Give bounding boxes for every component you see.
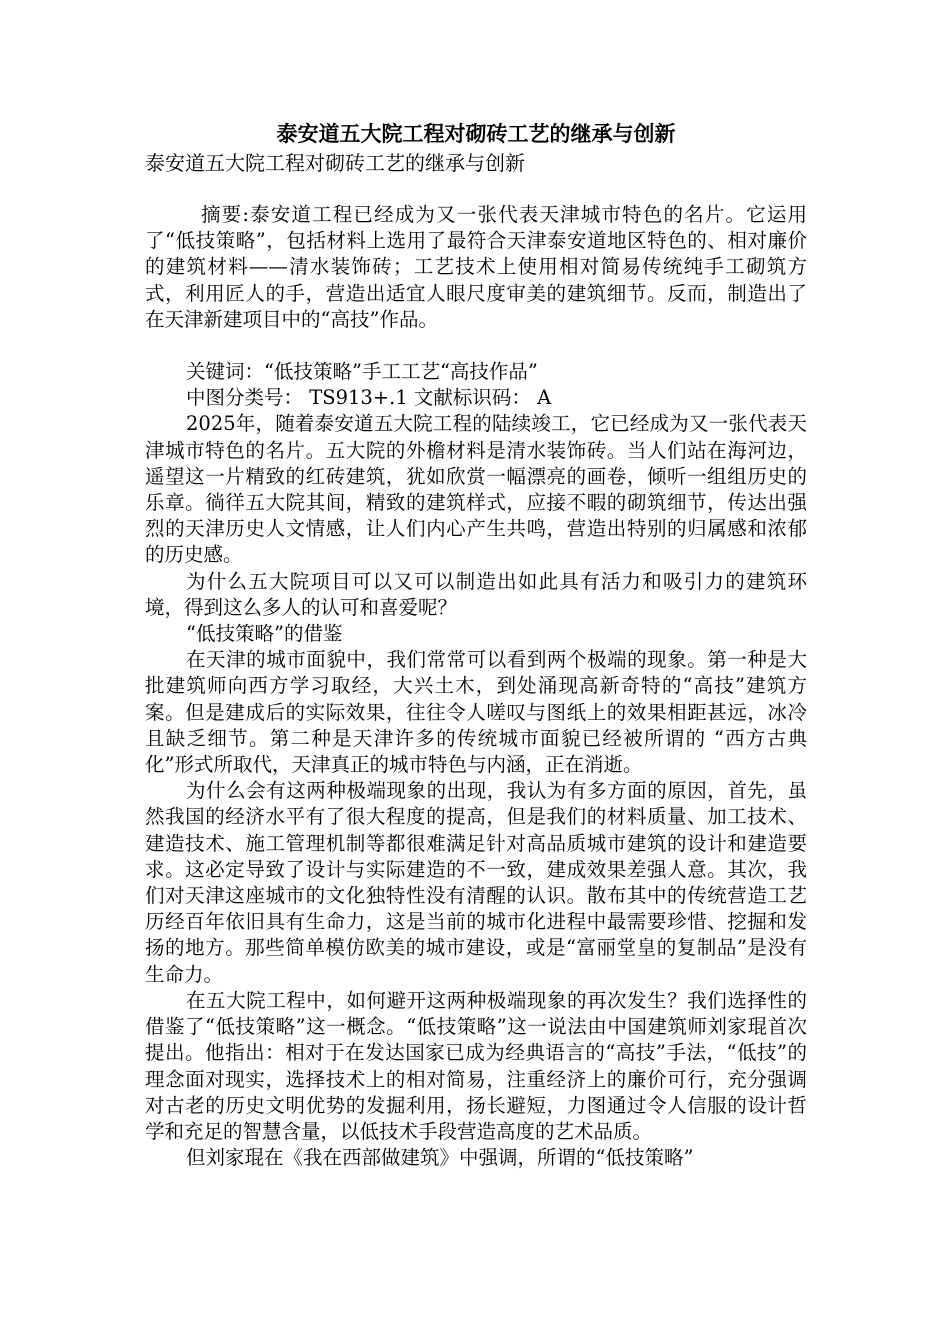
document-subtitle: 泰安道五大院工程对砌砖工艺的继承与创新 (145, 151, 525, 175)
body-paragraph: 但刘家琨在《我在西部做建筑》中强调，所谓的“低技策略” (186, 1146, 694, 1170)
blank-line (145, 176, 807, 202)
classification-line: 中图分类号： TS913+.1 文献标识码： A (186, 386, 552, 410)
abstract-paragraph: 摘要:泰安道工程已经成为又一张代表天津城市特色的名片。它运用了“低技策略”，包括材料上选用了最符合天津泰安道地区特色的、相对廉价的建筑材料——清水装饰砖；工艺技术上使用相对简易传统纯手工砌筑方式，利用匠人的手，营造出适宜人眼尺度审美的建筑细节。反而，制造出了在天津新建项目中的“高技”作品。 (145, 203, 807, 331)
body-paragraph: 在五大院工程中，如何避开这两种极端现象的再次发生？我们选择性的借鉴了“低技策略”这一概念。“低技策略”这一说法由中国建筑师刘家琨首次提出。他指出：相对于在发达国家已成为经典语言的“高技”手法，“低技”的理念面对现实，选择技术上的相对简易，注重经济上的廉价可行，充分强调对古老的历史文明优势的发掘利用，扬长避短，力图通过令人信服的设计哲学和充足的智慧含量，以低技术手段营造高度的艺术品质。 (145, 988, 807, 1143)
body-paragraph: 2025年，随着泰安道五大院工程的陆续竣工，它已经成为又一张代表天津城市特色的名片。五大院的外檐材料是清水装饰砖。当人们站在海河边，遥望这一片精致的红砖建筑，犹如欣赏一幅漂亮的画卷，倾听一组组历史的乐章。徜徉五大院其间，精致的建筑样式，应接不暇的砌筑细节，传达出强烈的天津历史人文情感，让人们内心产生共鸣，营造出特别的归属感和浓郁的历史感。 (145, 412, 807, 567)
blank-line (145, 333, 807, 359)
body-paragraph: 在天津的城市面貌中，我们常常可以看到两个极端的现象。第一种是大批建筑师向西方学习取经，大兴土木，到处涌现高新奇特的“高技”建筑方案。但是建成后的实际效果，往往令人嗟叹与图纸上的效果相距甚远，冰冷且缺乏细节。第二种是天津许多的传统城市面貌已经被所谓的 “西方古典化”形式所取代，天津真正的城市特色与内涵，正在消逝。 (145, 648, 807, 777)
body-paragraph: 为什么会有这两种极端现象的出现，我认为有多方面的原因，首先，虽然我国的经济水平有了很大程度的提高，但是我们的材料质量、加工技术、建造技术、施工管理机制等都很难满足针对高品质城市建筑的设计和建造要求。这必定导致了设计与实际建造的不一致，建成效果差强人意。其次，我们对天津这座城市的文化独特性没有清醒的认识。散布其中的传统营造工艺历经百年依旧具有生命力，这是当前的城市化进程中最需要珍惜、挖掘和发扬的地方。那些简单模仿欧美的城市建设，或是“富丽堂皇的复制品”是没有生命力。 (145, 779, 807, 986)
document-title: 泰安道五大院工程对砌砖工艺的继承与创新 (276, 122, 676, 146)
body-paragraph: 为什么五大院项目可以又可以制造出如此具有活力和吸引力的建筑环境，得到这么多人的认可和喜爱呢？ (145, 569, 807, 619)
document-body (145, 118, 807, 1171)
section-heading: “低技策略”的借鉴 (186, 622, 343, 646)
keywords-line: 关键词：“低技策略”手工工艺“高技作品” (186, 360, 538, 384)
